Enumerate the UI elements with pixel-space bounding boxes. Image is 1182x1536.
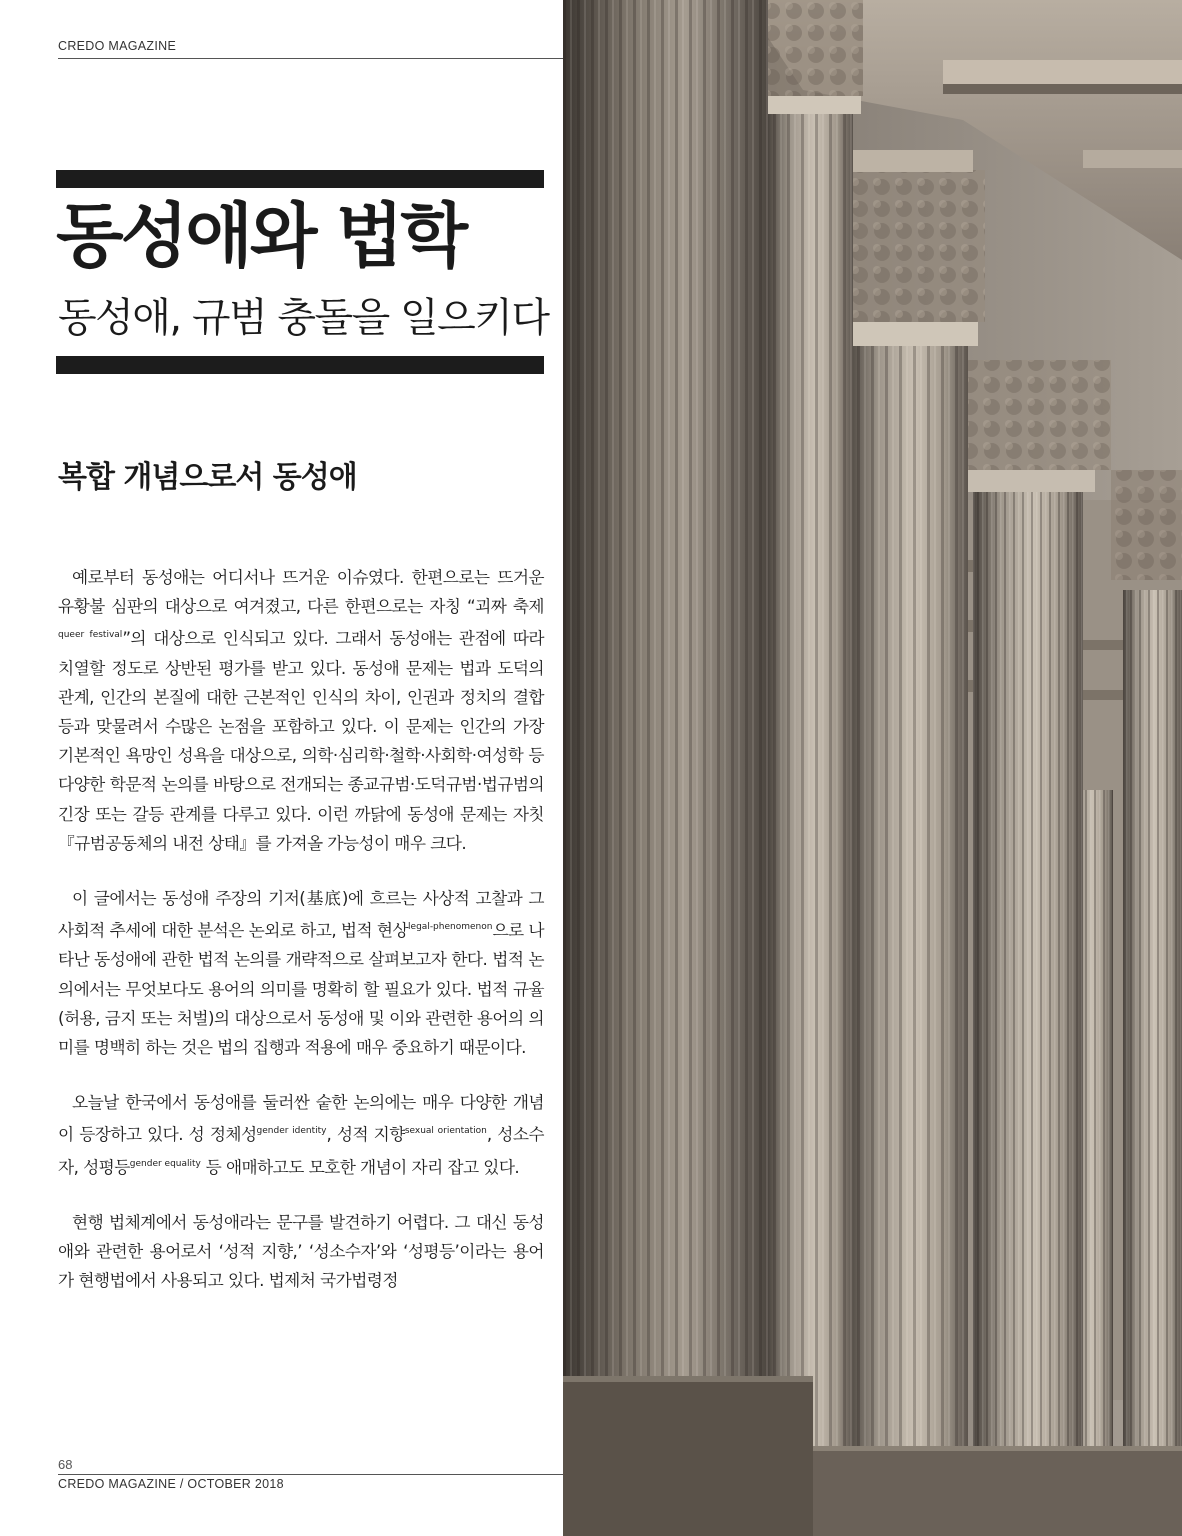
article-paragraph (58, 1088, 544, 1182)
article-paragraph (58, 563, 544, 858)
term-gloss-superscript: legal-phenomenon (408, 922, 493, 933)
paragraph-text: ”의 대상으로 인식되고 있다. 그래서 동성애는 관점에 따라 치열할 정도로 상반된 평가를 받고 있다. 동성애 문제는 법과 도덕의 관계, 인간의 본질에 대한 근본적인 인식의 차이, 인권과 정치의 결합 등과 맞물려서 수많은 논점을 포함하고 있다. 이 문제는 인간의 가장 기본적인 욕망인 성욕을 대상으로, 의학·심리학·철학·사회학·여성학 등 다양한 학문적 논의를 바탕으로 전개되는 종교규범·도덕규범·법규범의 긴장 또는 갈등 관계를 다루고 있다. 이런 까닭에 동성애 문제는 자칫 『규범공동체의 내전 상태』를 가져올 가능성이 매우 크다. (58, 628, 544, 853)
paragraph-text: 예로부터 동성애는 어디서나 뜨거운 이슈였다. 한편으로는 뜨거운 유황불 심판의 대상으로 여겨졌고, 다른 한편으로는 자칭 “괴짜 축제 (58, 567, 544, 617)
paragraph-text: 등 애매하고도 모호한 개념이 자리 잡고 있다. (200, 1156, 520, 1177)
article-subtitle: 동성애, 규범 충돌을 일으키다 (58, 295, 549, 341)
paragraph-text: 오늘날 한국에서 동성애를 둘러싼 숱한 논의에는 매우 다양한 개념이 등장하고 있다. 성 정체성 (58, 1092, 544, 1145)
article-title: 동성애와 법학 (56, 195, 466, 277)
term-gloss-superscript: gender identity (256, 1126, 327, 1137)
paragraph-text: 이 글에서는 동성애 주장의 기저(基底)에 흐르는 사상적 고찰과 그 사회적 추세에 대한 분석은 논외로 하고, 법적 현상 (58, 888, 544, 941)
page-number: 68 (58, 1457, 73, 1472)
term-gloss-superscript: sexual orientation (404, 1126, 487, 1137)
issue-label: CREDO MAGAZINE / OCTOBER 2018 (58, 1477, 284, 1491)
term-gloss-superscript: queer festival (58, 630, 123, 641)
paragraph-text: 으로 나타난 동성애에 관한 법적 논의를 개략적으로 살펴보고자 한다. 법적 논의에서는 무엇보다도 용어의 의미를 명확히 할 필요가 있다. 법적 규율(허용, 금지 또는 처벌)의 대상으로서 동성애 및 이와 관련한 용어의 의미를 명백히 하는 것은 법의 집행과 적용에 매우 중요하기 때문이다. (58, 920, 545, 1058)
article-paragraph (58, 884, 544, 1062)
article-paragraph (58, 1208, 544, 1296)
article-body (58, 563, 544, 1321)
paragraph-text: 현행 법체계에서 동성애라는 문구를 발견하기 어렵다. 그 대신 동성애와 관련한 용어로서 ‘성적 지향,’ ‘성소수자’와 ‘성평등’이라는 용어가 현행법에서 사용되고 있다. 법제처 국가법령정 (58, 1211, 544, 1291)
term-gloss-superscript: gender equality (129, 1158, 201, 1169)
top-magazine-label: CREDO MAGAZINE (58, 39, 177, 53)
paragraph-text: , 성소수자, 성평등 (58, 1124, 544, 1177)
colonnade-photo (563, 0, 1182, 1536)
paragraph-text: , 성적 지향 (326, 1124, 405, 1145)
title-bar-bottom (56, 356, 544, 374)
section-heading: 복합 개념으로서 동성애 (58, 460, 357, 495)
title-bar-top (56, 170, 544, 188)
